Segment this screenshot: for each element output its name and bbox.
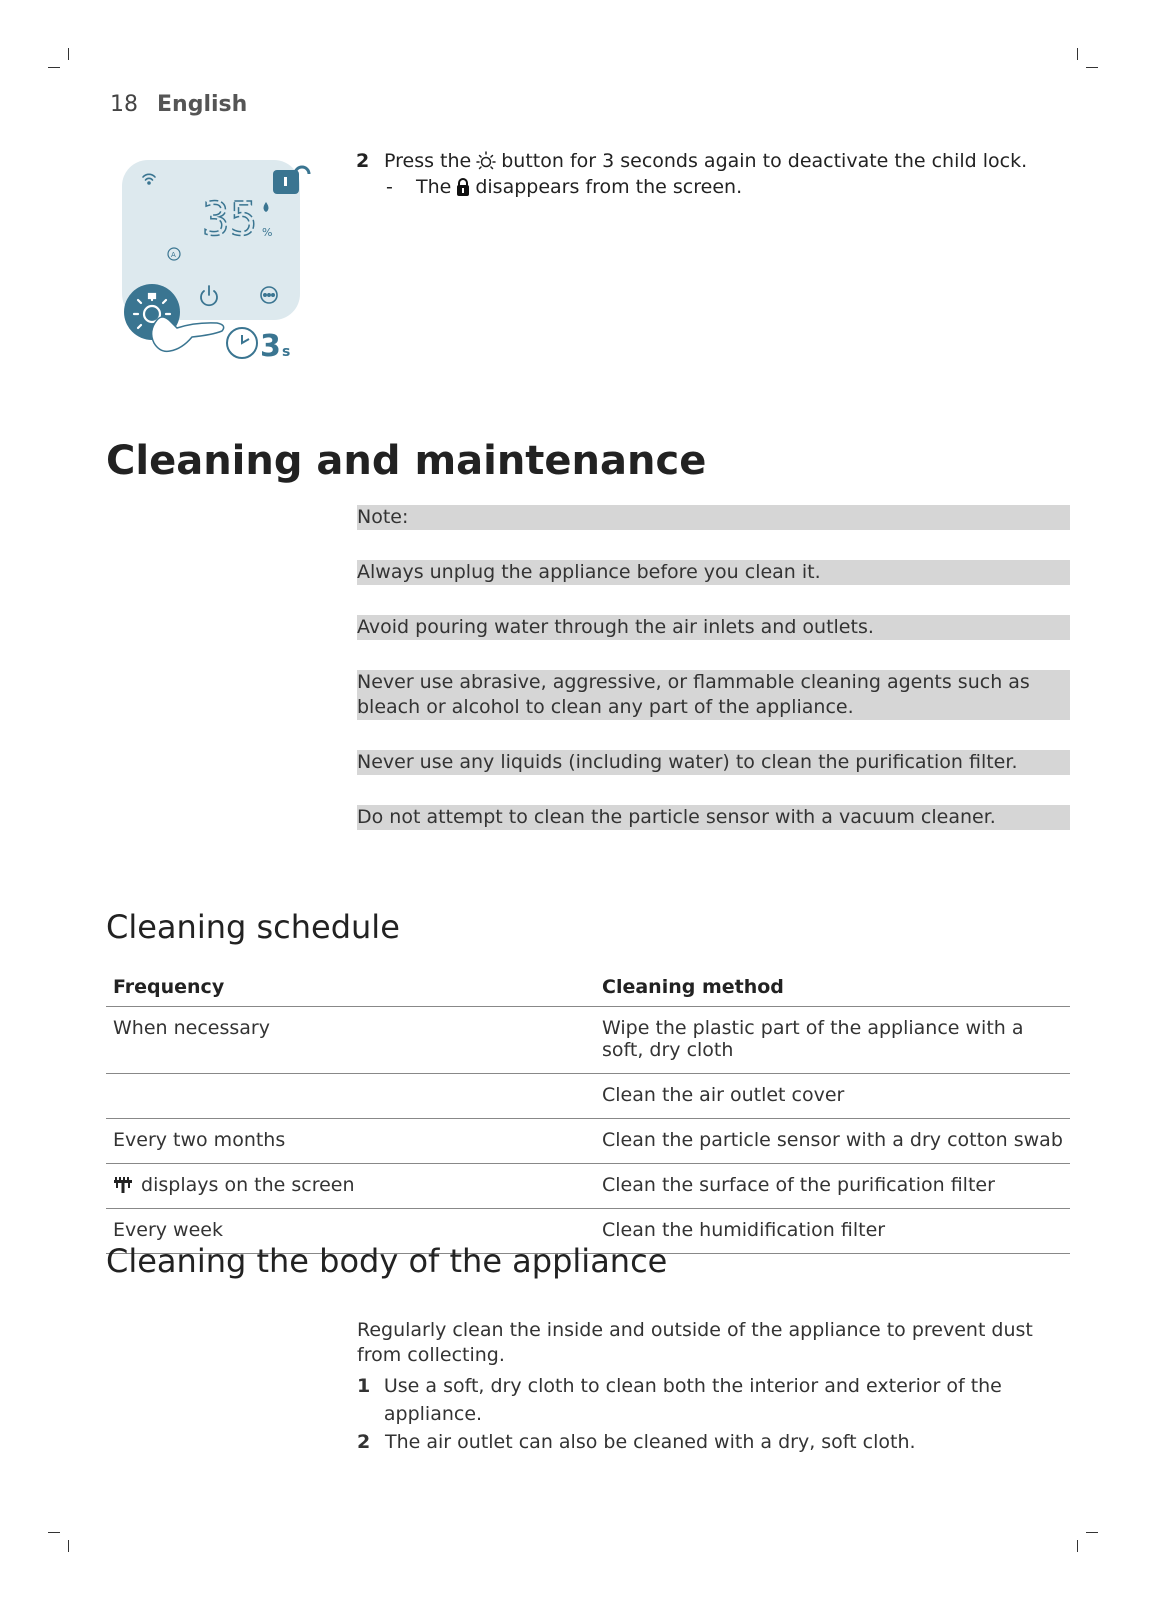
sub-dash: -	[386, 176, 393, 198]
numbered-step	[357, 1372, 1077, 1428]
lock-icon	[455, 177, 471, 197]
child-lock-step	[356, 150, 1096, 198]
table-row	[106, 1164, 1070, 1209]
timer-icon	[227, 328, 257, 358]
step-text-after: button for 3 seconds again to deactivate the child lock.	[501, 150, 1028, 172]
note-item: Avoid pouring water through the air inlets and outlets.	[357, 615, 1070, 640]
crop-mark	[1086, 1532, 1098, 1533]
crop-mark	[1077, 1540, 1078, 1552]
method-cell: Clean the particle sensor with a dry cotton swab	[595, 1119, 1070, 1164]
light-icon	[475, 150, 497, 172]
frequency-header: Frequency	[106, 970, 595, 1007]
table-header-row	[106, 970, 1070, 1007]
crop-mark	[68, 48, 69, 60]
filter-icon	[113, 1177, 133, 1195]
body-intro: Regularly clean the inside and outside of the appliance to prevent dust from collecting.	[357, 1319, 1033, 1366]
method-cell: Clean the air outlet cover	[595, 1074, 1070, 1119]
crop-mark	[68, 1540, 69, 1552]
crop-mark	[48, 1532, 60, 1533]
hand-icon	[152, 317, 224, 351]
crop-mark	[1077, 48, 1078, 60]
note-item: Never use abrasive, aggressive, or flammable cleaning agents such as bleach or alcohol to clean any part of the appliance.	[357, 670, 1070, 720]
note-heading: Note:	[357, 505, 1070, 530]
timer-unit: s	[282, 344, 291, 360]
timer-value: 3	[260, 329, 281, 364]
percent-symbol: %	[262, 226, 273, 239]
sub-text-before: The	[416, 176, 452, 198]
frequency-cell	[106, 1074, 595, 1119]
frequency-cell: Every week	[106, 1209, 595, 1254]
method-cell: Clean the surface of the purification filter	[595, 1164, 1070, 1209]
note-item: Always unplug the appliance before you clean it.	[357, 560, 1070, 585]
frequency-cell-with-icon	[106, 1164, 595, 1209]
control-panel-illustration	[112, 150, 322, 375]
table-row	[106, 1119, 1070, 1164]
frequency-text: displays on the screen	[141, 1174, 355, 1196]
auto-label: A	[171, 251, 176, 259]
step-text: Use a soft, dry cloth to clean both the interior and exterior of the appliance.	[383, 1375, 1002, 1425]
step-line	[356, 150, 1096, 172]
step-number: 1	[357, 1375, 371, 1397]
step-sub-line	[356, 176, 1096, 198]
sub-text-after: disappears from the screen.	[475, 176, 743, 198]
page-header	[110, 92, 247, 117]
table-row	[106, 1007, 1070, 1074]
section-title: Cleaning and maintenance	[106, 438, 707, 484]
method-cell: Clean the humidification filter	[595, 1209, 1070, 1254]
frequency-cell: When necessary	[106, 1007, 595, 1074]
page-number: 18	[110, 92, 138, 117]
step-text-before: Press the	[384, 150, 472, 172]
schedule-title: Cleaning schedule	[106, 908, 400, 946]
step-text: The air outlet can also be cleaned with a dry, soft cloth.	[385, 1431, 916, 1453]
body-section-content	[357, 1318, 1077, 1456]
body-section-title: Cleaning the body of the appliance	[106, 1242, 668, 1280]
step-number: 2	[356, 150, 370, 172]
method-header: Cleaning method	[595, 970, 1070, 1007]
page-language: English	[157, 92, 248, 117]
numbered-step	[357, 1428, 1077, 1456]
crop-mark	[1086, 67, 1098, 68]
crop-mark	[48, 67, 60, 68]
step-number: 2	[357, 1431, 371, 1453]
note-item: Do not attempt to clean the particle sensor with a vacuum cleaner.	[357, 805, 1070, 830]
display-digits: 35	[202, 192, 258, 246]
schedule-table	[106, 970, 1070, 1254]
method-cell: Wipe the plastic part of the appliance with a soft, dry cloth	[595, 1007, 1070, 1074]
notes-list	[357, 505, 1070, 860]
note-item: Never use any liquids (including water) to clean the purification filter.	[357, 750, 1070, 775]
table-row	[106, 1074, 1070, 1119]
frequency-cell: Every two months	[106, 1119, 595, 1164]
